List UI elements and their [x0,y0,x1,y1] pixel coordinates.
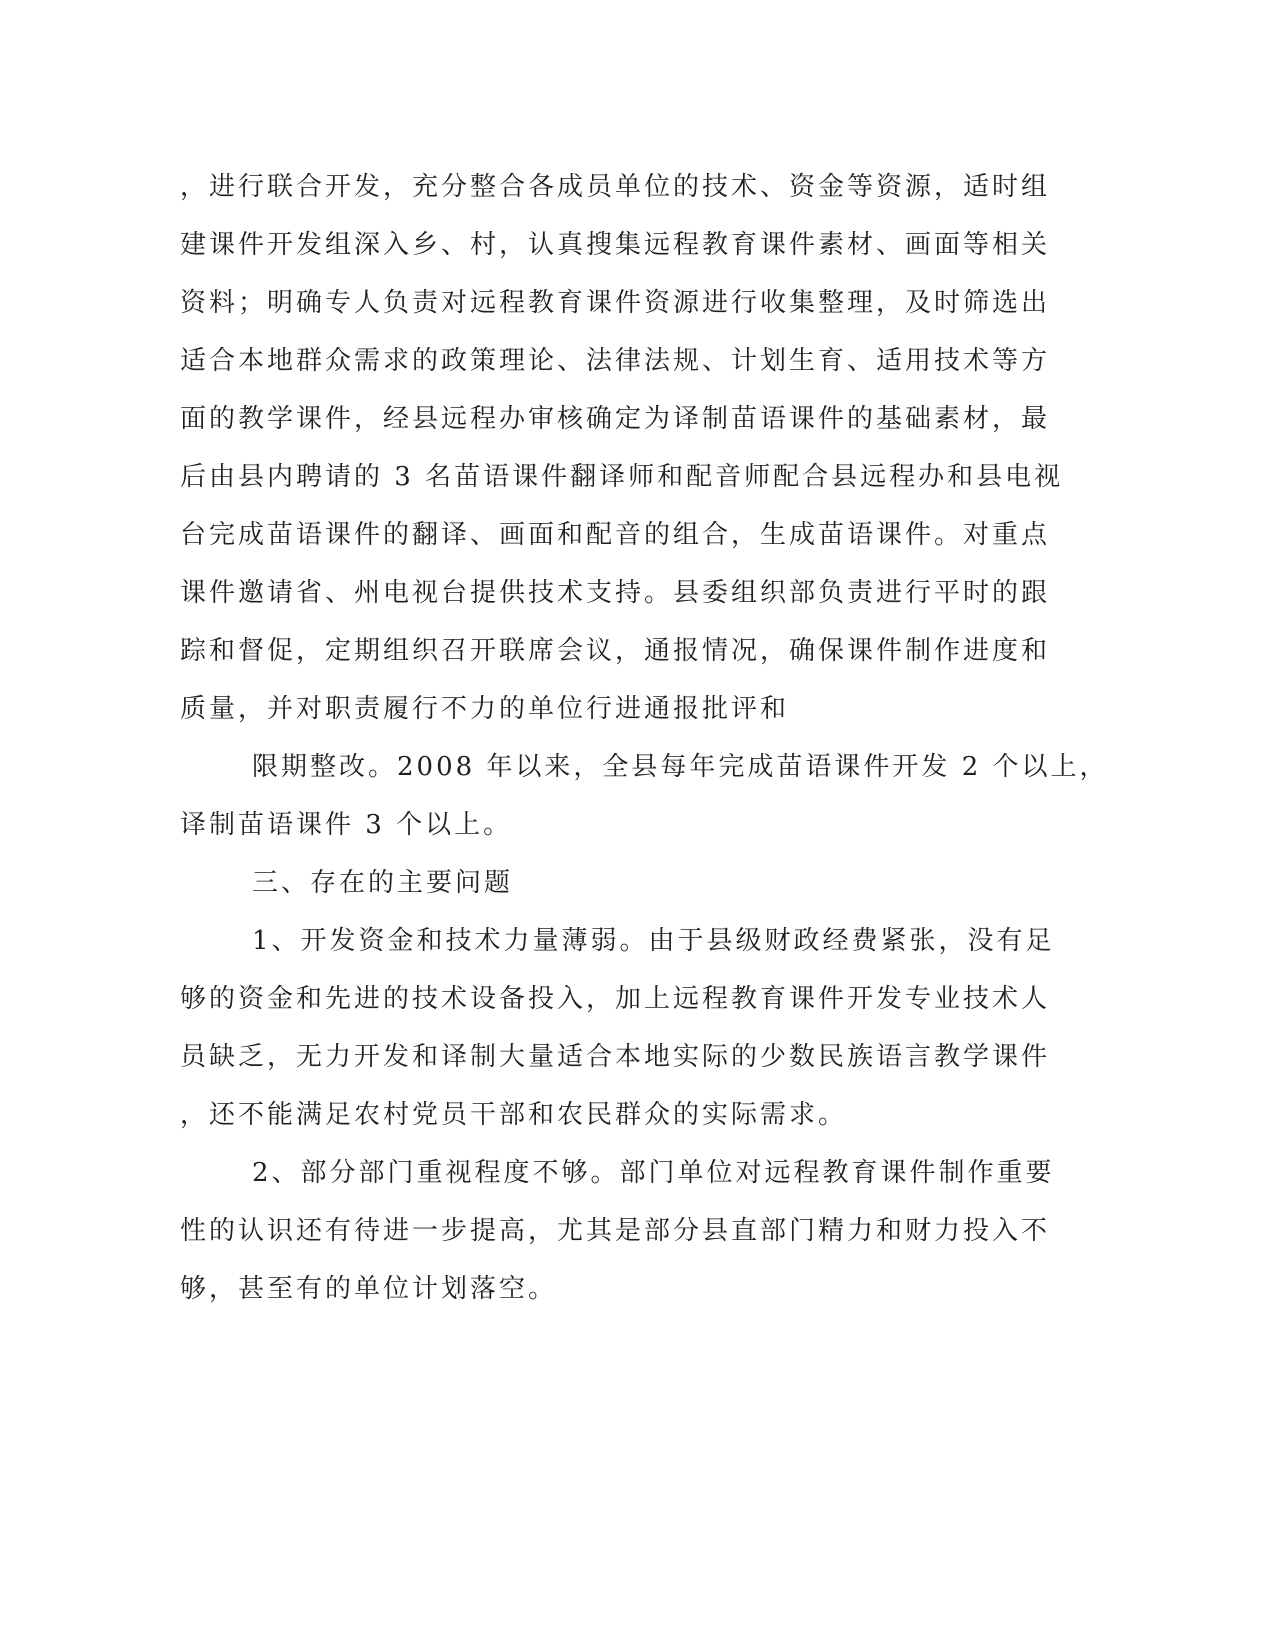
text-line: 质量，并对职责履行不力的单位行进通报批评和 [180,694,790,724]
text-line: 够，甚至有的单位计划落空。 [180,1274,558,1304]
text-line: ，进行联合开发，充分整合各成员单位的技术、资金等资源，适时组 [180,172,1051,202]
text-line: 适合本地群众需求的政策理论、法律法规、计划生育、适用技术等方 [180,346,1051,376]
text-line: 踪和督促，定期组织召开联席会议，通报情况，确保课件制作进度和 [180,636,1051,666]
text-line: 资料；明确专人负责对远程教育课件资源进行收集整理，及时筛选出 [180,288,1051,318]
text-line: 后由县内聘请的 3 名苗语课件翻译师和配音师配合县远程办和县电视 [180,462,1064,492]
section-heading: 三、存在的主要问题 [252,868,514,898]
text-line: 译制苗语课件 3 个以上。 [180,810,513,840]
text-line: 台完成苗语课件的翻译、画面和配音的组合，生成苗语课件。对重点 [180,520,1051,550]
document-body [180,158,1109,1318]
text-line: 课件邀请省、州电视台提供技术支持。县委组织部负责进行平时的跟 [180,578,1051,608]
text-line: 建课件开发组深入乡、村，认真搜集远程教育课件素材、画面等相关 [180,230,1051,260]
text-line: 员缺乏，无力开发和译制大量适合本地实际的少数民族语言教学课件 [180,1042,1051,1072]
text-line: 1、开发资金和技术力量薄弱。由于县级财政经费紧张，没有足 [252,926,1055,956]
text-line: ，还不能满足农村党员干部和农民群众的实际需求。 [180,1100,848,1130]
text-line: 2、部分部门重视程度不够。部门单位对远程教育课件制作重要 [252,1158,1055,1188]
text-line: 限期整改。2008 年以来，全县每年完成苗语课件开发 2 个以上， [252,752,1109,782]
text-line: 性的认识还有待进一步提高，尤其是部分县直部门精力和财力投入不 [180,1216,1051,1246]
text-line: 够的资金和先进的技术设备投入，加上远程教育课件开发专业技术人 [180,984,1051,1014]
text-line: 面的教学课件，经县远程办审核确定为译制苗语课件的基础素材，最 [180,404,1051,434]
